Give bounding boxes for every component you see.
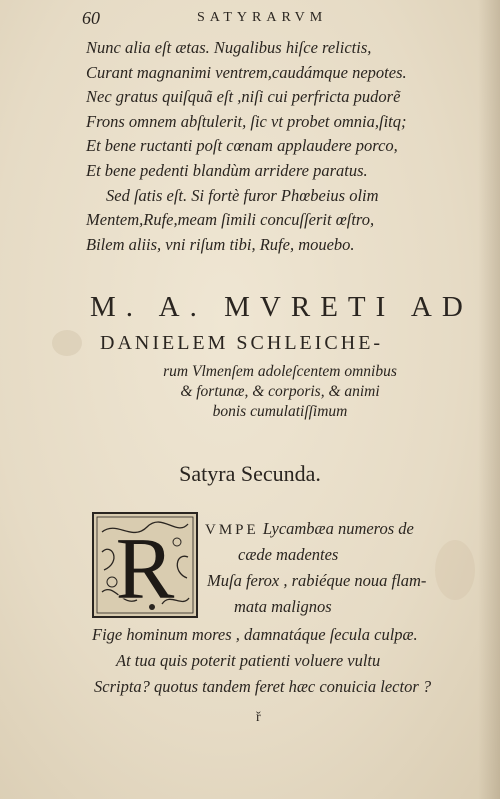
- verse-block: [86, 36, 486, 257]
- verse-line: Nunc alia eſt ætas. Nugalibus hiſce relictis,: [86, 38, 372, 57]
- poem-line: Muſa ferox , rabiéque noua flam-: [207, 571, 427, 590]
- verse-line: Curant magnanimi ventrem,caudámque nepotes.: [86, 62, 407, 82]
- first-line-text: Lycambæa numeros de: [262, 519, 414, 538]
- dedication-line: rum Vlmenſem adoleſcentem omnibus: [163, 363, 397, 380]
- paper-stain: [435, 540, 475, 600]
- page-header: [82, 8, 462, 30]
- opening-capitals: VMPE: [205, 522, 259, 538]
- verse-line: Frons omnem abſtulerit, ſic vt probet omnia,ſitq;: [86, 111, 407, 131]
- ornamental-initial-graphic: [92, 512, 198, 618]
- ornamental-initial-r: [92, 512, 198, 618]
- poem-line: Fige hominum mores , damnatáque ſecula culpæ.: [92, 625, 418, 644]
- dedication: [120, 362, 440, 422]
- section-title: Satyra Secunda.: [179, 461, 321, 486]
- poem-line: mata malignos: [234, 597, 332, 616]
- verse-line: Sed ſatis eſt. Si fortè furor Phœbeius olim: [106, 185, 379, 205]
- dedication-line: bonis cumulatiſſimum: [212, 403, 348, 420]
- verse-line: Nec gratus quiſquã eſt ,niſi cui perfricta pudorẽ: [86, 87, 401, 107]
- poem-line: At tua quis poterit patienti voluere vultu: [116, 651, 381, 670]
- poem-line: cæde madentes: [238, 545, 339, 564]
- poem-line: Scripta? quotus tandem feret hæc conuicia lector ?: [94, 677, 432, 696]
- addressee-heading: DANIELEM SCHLEICHE-: [100, 332, 384, 354]
- author-heading: M. A. MVRETI AD: [90, 291, 473, 323]
- poem-first-line: [205, 519, 414, 539]
- dropcap-letter: R: [115, 521, 175, 618]
- verse-line: Et bene pedenti blandùm arridere paratus.: [86, 160, 368, 180]
- verse-line: Mentem,Rufe,meam ſimili concuſſerit œſtro,: [86, 210, 375, 230]
- paper-stain: [52, 330, 82, 356]
- signature-mark: ř: [256, 710, 261, 725]
- verse-line: Et bene ructanti poſt cœnam applaudere porco,: [86, 136, 398, 156]
- page-number: 60: [82, 8, 100, 28]
- verse-line: Bilem aliis, vni riſum tibi, Rufe, mouebo.: [86, 234, 355, 254]
- dedication-line: & fortunæ, & corporis, & animi: [180, 383, 380, 400]
- running-title: SATYRARVM: [197, 10, 328, 25]
